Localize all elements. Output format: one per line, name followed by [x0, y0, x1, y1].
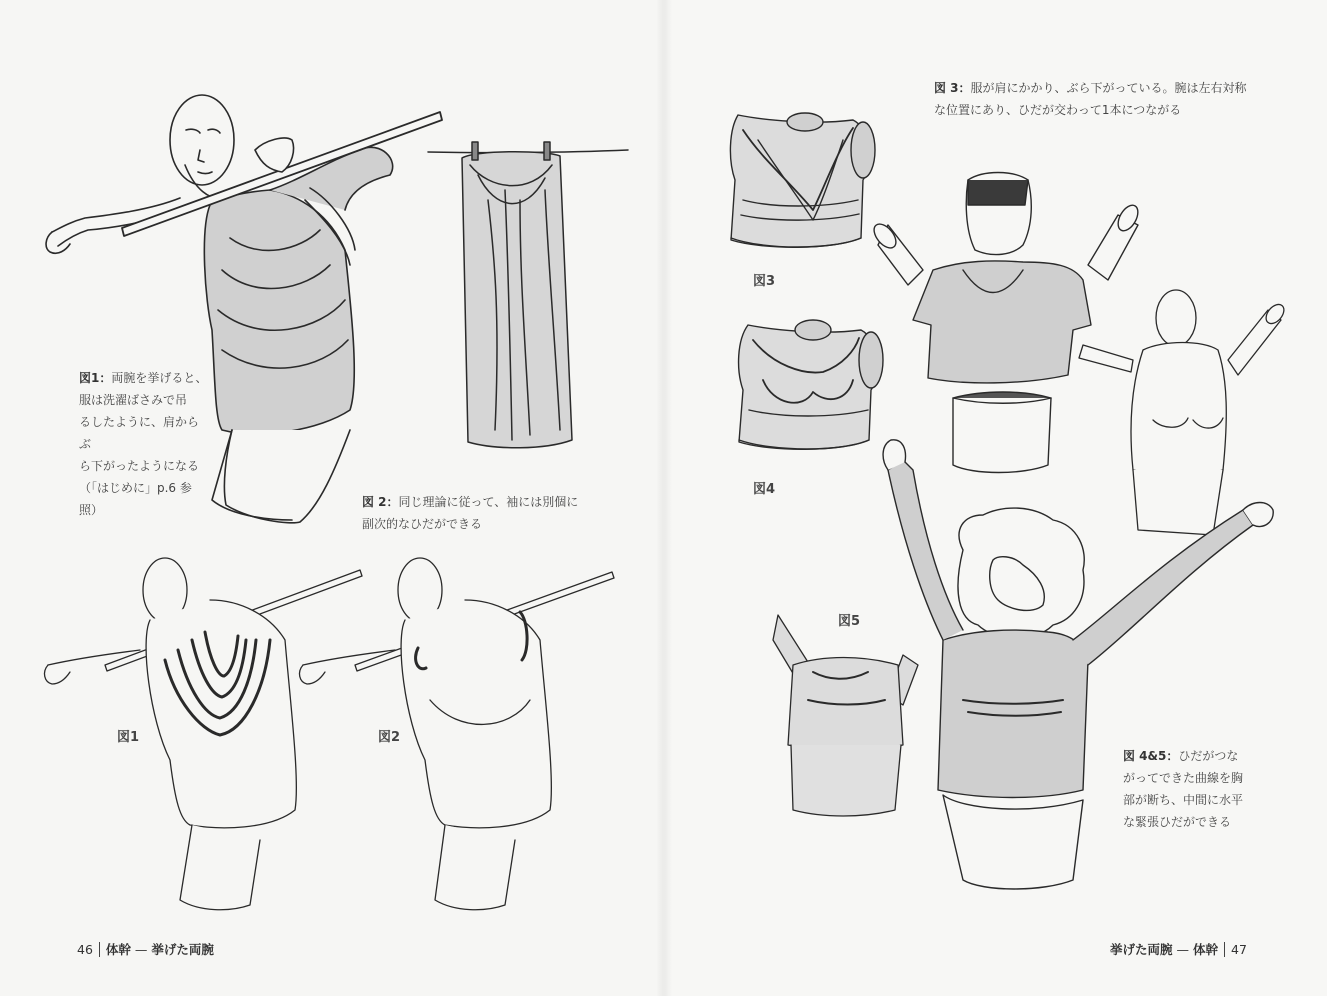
figure-label-fig3: 図3: [753, 274, 776, 289]
caption-fig2-line1: 同じ理論に従って、袖には別個に: [398, 495, 579, 509]
caption-fig45-line1: ひだがつな: [1178, 749, 1239, 763]
caption-fig3-line2: な位置にあり、ひだが交わって1本につながる: [934, 103, 1182, 117]
figure-mannequin-torso: [1079, 290, 1287, 535]
caption-fig1-line4: ら下がったようになる: [79, 459, 200, 473]
figure-label-fig4: 図4: [753, 482, 776, 497]
footer-right: [1110, 940, 1247, 958]
caption-fig1-line2: 服は洗濯ばさみで吊: [79, 393, 188, 407]
footer-topic-right: 挙げた両腕: [1110, 942, 1173, 957]
figure-1-fold-diagram: [45, 558, 362, 910]
caption-fig2: [362, 491, 592, 535]
footer-section-left: 体幹: [105, 942, 131, 957]
page-number-right: 47: [1231, 942, 1247, 957]
figure-3-hanging-shirt: [730, 113, 875, 247]
caption-fig1-line1: 両腕を挙げると、: [111, 371, 208, 385]
caption-fig2-line2: 副次的なひだができる: [362, 517, 483, 531]
caption-fig3-label: 図 3：: [934, 81, 971, 95]
caption-fig1: [79, 367, 209, 521]
figure-5-shirt-on-form: [773, 615, 918, 816]
footer-left: [77, 940, 214, 958]
footer-section-right: 体幹: [1192, 942, 1218, 957]
figure-label-fig5: 図5: [838, 614, 861, 629]
left-page: [0, 0, 663, 996]
figure-label-fig1: 図1: [117, 730, 140, 745]
footer-topic-left: 挙げた両腕: [151, 942, 214, 957]
caption-fig1-line3: るしたように、肩からぶ: [79, 415, 200, 451]
caption-fig1-label: 図1：: [79, 371, 112, 385]
footer-dash-left: —: [134, 942, 148, 957]
footer-divider-right: [1224, 942, 1225, 957]
caption-fig45-line4: な緊張ひだができる: [1123, 815, 1232, 829]
footer-dash-right: —: [1176, 942, 1189, 957]
figure-2-sleeve-fold-diagram: [300, 558, 614, 910]
caption-fig3: [934, 77, 1254, 121]
book-gutter: [656, 0, 672, 996]
caption-fig2-label: 図 2：: [362, 495, 399, 509]
caption-fig45: [1123, 745, 1263, 833]
figure-woman-bob-haircut: [870, 173, 1142, 473]
right-page: [663, 0, 1327, 996]
figure-4-hanging-shirt: [739, 320, 883, 449]
caption-fig3-line1: 服が肩にかかり、ぶら下がっている。腕は左右対称: [970, 81, 1247, 95]
caption-fig45-line3: 部が断ち、中間に水平: [1123, 793, 1244, 807]
caption-fig45-label: 図 4&5：: [1123, 749, 1179, 763]
page-number-left: 46: [77, 942, 93, 957]
figure-towel-on-clothesline: [428, 142, 628, 448]
caption-fig1-line5: （「はじめに」p.6 参照）: [79, 481, 192, 517]
caption-fig45-line2: がってできた曲線を胸: [1123, 771, 1244, 785]
figure-label-fig2: 図2: [378, 730, 401, 745]
right-page-illustrations: [663, 0, 1327, 996]
footer-divider-left: [99, 942, 100, 957]
